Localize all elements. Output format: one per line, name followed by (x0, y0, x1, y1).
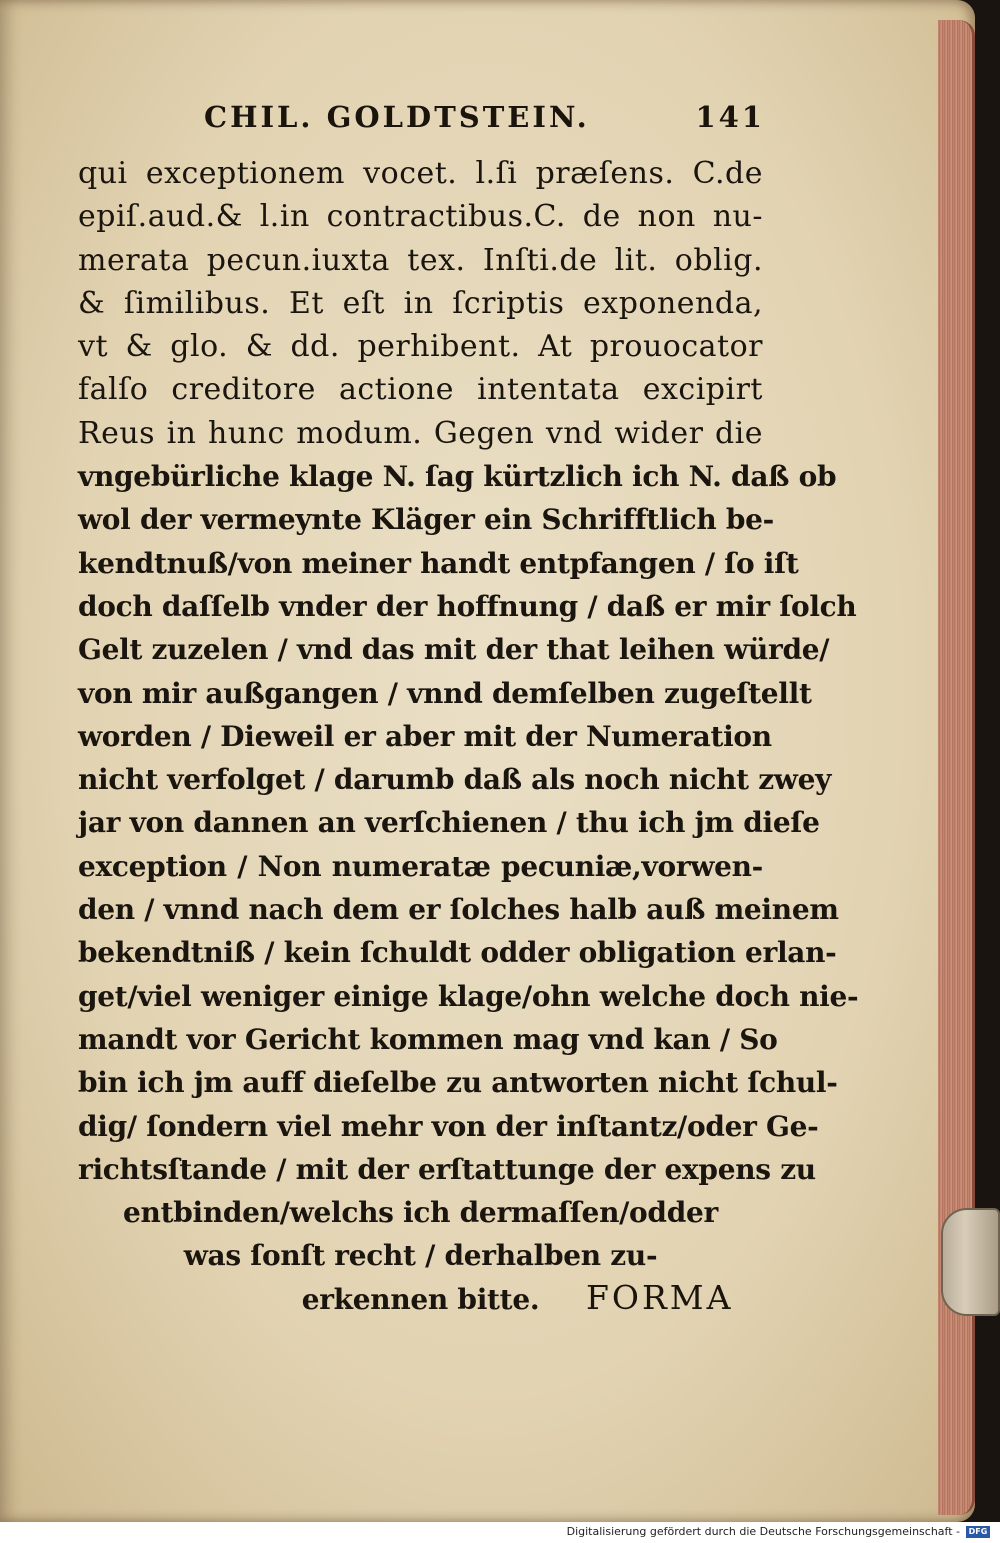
text-line: & ſimilibus. Et eſt in ſcriptis exponenda, (78, 285, 763, 321)
text-line: qui exceptionem vocet. l.ſi præſens. C.de (78, 156, 763, 191)
dfg-logo: DFG (966, 1526, 990, 1538)
text-line: bin ich jm auff dieſelbe zu antworten nicht ſchul- (78, 1066, 838, 1100)
body-text (78, 152, 859, 1321)
text-line: den / vnnd nach dem er ſolches halb auß meinem (78, 893, 839, 927)
text-line: Reus in hunc modum. Gegen vnd wider die (78, 415, 763, 451)
text-line: exception / Non numeratæ pecuniæ,vorwen- (78, 849, 763, 883)
running-head: CHIL. GOLDTSTEIN. (204, 100, 590, 134)
text-line: epiſ.aud.& l.in contractibus.C. de non nu- (78, 199, 763, 235)
text-line: was ſonſt recht / derhalben zu- (183, 1239, 658, 1273)
page-clip (941, 1208, 1000, 1316)
text-line: wol der vermeynte Kläger ein Schrifftlich be- (78, 503, 775, 537)
text-line: get/viel weniger einige klage/ohn welche doch nie- (78, 979, 859, 1013)
page-number: 141 (695, 100, 765, 134)
text-line: erkennen bitte. (301, 1282, 540, 1316)
text-line: kendtnuß/von meiner handt entpfangen / ſo iſt (78, 546, 799, 580)
text-line: entbinden/welchs ich dermaſſen/odder (123, 1196, 718, 1230)
text-line: vt & glo. & dd. perhibent. At prouocator (78, 329, 763, 365)
text-line: mandt vor Gericht kommen mag vnd kan / So (78, 1022, 778, 1056)
catchword: FORMA (586, 1278, 734, 1317)
text-line: richtsſtande / mit der erſtattunge der expens zu (78, 1152, 816, 1186)
text-line: merata pecun.iuxta tex. Inſti.de lit. oblig. (78, 242, 763, 278)
text-line: von mir außgangen / vnnd demſelben zugeſtellt (78, 676, 812, 710)
text-line: doch daſſelb vnder der hoffnung / daß er mir ſolch (78, 589, 857, 623)
text-line: jar von dannen an verſchienen / thu ich jm dieſe (78, 806, 820, 840)
footer-bar (0, 1522, 1000, 1543)
text-line: bekendtniß / kein ſchuldt odder obligation erlan- (78, 936, 837, 970)
text-line: nicht verfolget / darumb daß als noch nicht zwey (78, 763, 832, 797)
text-line: dig/ ſondern viel mehr von der inſtantz/oder Ge- (78, 1109, 819, 1143)
text-line: worden / Dieweil er aber mit der Numeration (78, 719, 772, 753)
footer-credit: Digitalisierung gefördert durch die Deutsche Forschungsgemeinschaft - (566, 1525, 960, 1538)
text-line: Gelt zuzelen / vnd das mit der that leihen würde/ (78, 633, 830, 667)
text-line: vngebürliche klage N. ſag kürtzlich ich N. daß ob (78, 460, 837, 494)
page-header (200, 100, 765, 140)
text-line: falſo creditore actione intentata excipirt (78, 372, 763, 408)
